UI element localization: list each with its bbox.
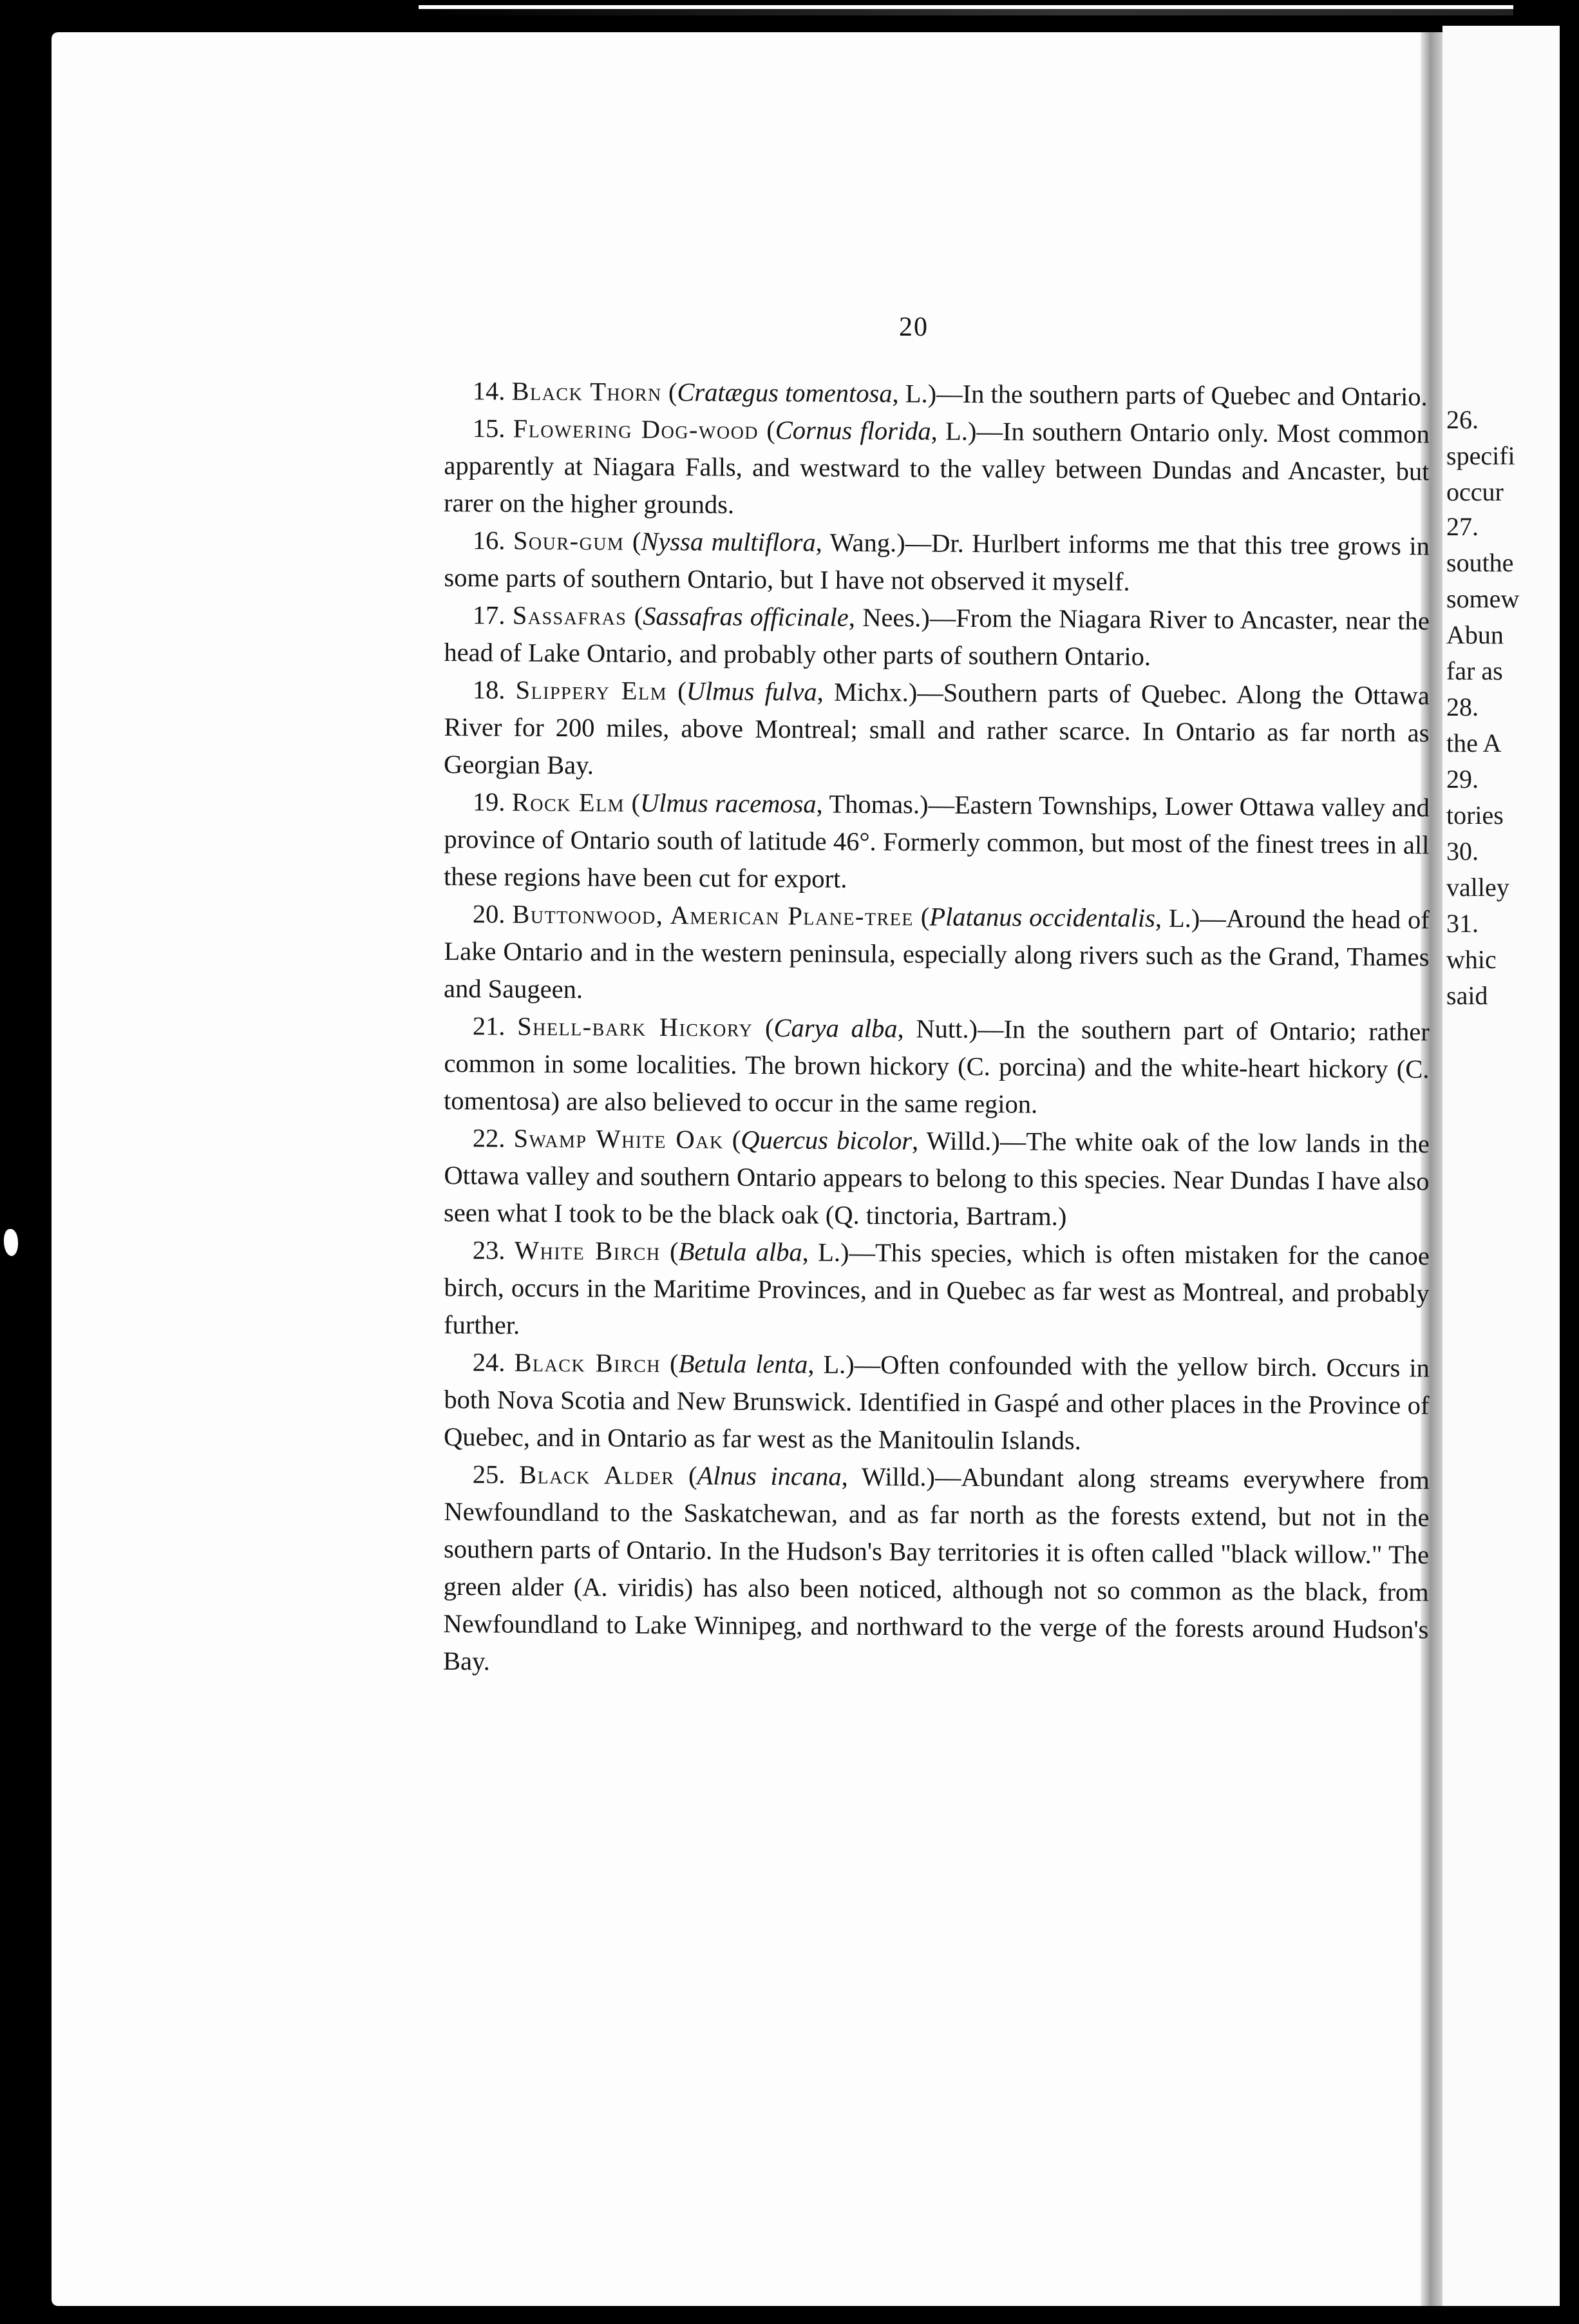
scan-top-edge bbox=[419, 5, 1513, 15]
tree-common-name: Buttonwood, American Plane-tree bbox=[512, 899, 914, 931]
entry-description: —This species, which is often mistaken for the canoe birch, occurs in the Maritime Provinces, and in Quebec as far west as Montreal, and probably further. bbox=[443, 1237, 1430, 1340]
facing-page-fragment: 30. bbox=[1446, 837, 1479, 866]
tree-entry-14 bbox=[444, 372, 1430, 415]
entry-number: 22. bbox=[472, 1123, 506, 1153]
entry-description: —Dr. Hurlbert informs me that this tree grows in some parts of southern Ontario, but I have not observed it myself. bbox=[444, 528, 1430, 596]
botanical-authority: , L.) bbox=[931, 416, 977, 446]
botanical-name: Betula lenta bbox=[678, 1349, 808, 1379]
tree-common-name: Slippery Elm bbox=[515, 675, 668, 706]
tree-common-name: White Birch bbox=[514, 1235, 661, 1266]
entry-number: 14. bbox=[472, 376, 506, 406]
botanical-name: Nyssa multiflora bbox=[641, 526, 816, 557]
tree-entry-19 bbox=[444, 783, 1430, 901]
facing-page-fragment: whic bbox=[1446, 945, 1497, 974]
botanical-authority: , L.) bbox=[808, 1349, 855, 1379]
tree-entry-22 bbox=[444, 1119, 1430, 1237]
facing-page-fragment: far as bbox=[1446, 656, 1503, 685]
facing-page-fragment: 27. bbox=[1446, 512, 1479, 541]
tree-common-name: Sassafras bbox=[512, 600, 627, 631]
botanical-name: Quercus bicolor bbox=[741, 1125, 912, 1156]
tree-entry-18 bbox=[444, 671, 1430, 789]
paren-open: ( bbox=[634, 601, 643, 631]
tree-entry-15 bbox=[444, 410, 1430, 528]
botanical-authority: , Willd.) bbox=[841, 1462, 936, 1492]
facing-page-fragment: somew bbox=[1446, 584, 1520, 613]
facing-page-fragment: valley bbox=[1446, 873, 1509, 902]
botanical-authority: , Nutt.) bbox=[897, 1014, 978, 1044]
facing-page-fragment: tories bbox=[1446, 801, 1504, 830]
botanical-name: Cratægus tomentosa bbox=[677, 377, 893, 408]
botanical-name: Sassafras officinale bbox=[643, 601, 849, 632]
facing-page-fragment: Abun bbox=[1446, 620, 1504, 649]
tree-common-name: Swamp White Oak bbox=[513, 1123, 724, 1154]
tree-common-name: Sour-gum bbox=[513, 526, 625, 556]
entry-number: 19. bbox=[472, 787, 506, 817]
tree-entry-25 bbox=[443, 1456, 1430, 1686]
tree-common-name: Shell-bark Hickory bbox=[517, 1011, 753, 1042]
botanical-authority: , Nees.) bbox=[848, 602, 930, 633]
scan-margin-mark bbox=[4, 1229, 18, 1256]
paren-open: ( bbox=[669, 1237, 679, 1266]
entry-number: 23. bbox=[472, 1235, 506, 1265]
entry-description: —The white oak of the low lands in the Ottawa valley and southern Ontario appears to belong to this species. Near Dundas I have also seen what I took to be the black oak (Q. tinctoria, Bartram.) bbox=[443, 1127, 1430, 1231]
entry-description: —Southern parts of Quebec. Along the Ottawa River for 200 miles, above Montreal; small and rather scarce. In Ontario as far north as Georgian Bay. bbox=[443, 678, 1430, 780]
botanical-name: Cornus florida bbox=[775, 415, 931, 446]
paren-open: ( bbox=[764, 1013, 774, 1043]
botanical-name: Betula alba bbox=[678, 1237, 802, 1267]
botanical-authority: , Willd.) bbox=[911, 1126, 1000, 1156]
tree-common-name: Flowering Dog-wood bbox=[513, 414, 759, 444]
page-body bbox=[444, 372, 1430, 1680]
tree-entry-17 bbox=[444, 596, 1430, 677]
facing-page-fragment: 28. bbox=[1446, 692, 1479, 721]
paren-open: ( bbox=[732, 1125, 741, 1154]
paren-open: ( bbox=[669, 1349, 679, 1378]
botanical-name: Ulmus fulva bbox=[686, 676, 817, 707]
scan-right-border bbox=[1560, 26, 1579, 2306]
entry-number: 16. bbox=[472, 526, 506, 555]
entry-number: 18. bbox=[472, 675, 506, 705]
entry-description: —In southern Ontario only. Most common apparently at Niagara Falls, and westward to the valley between Dundas and Ancaster, but rarer on the higher grounds. bbox=[443, 417, 1430, 519]
tree-common-name: Rock Elm bbox=[511, 787, 625, 817]
entry-description: —In the southern part of Ontario; rather common in some localities. The brown hickory (C. porcina) and the white-heart hickory (C. tomentosa) are also believed to occur in the same region. bbox=[443, 1014, 1430, 1119]
entry-number: 15. bbox=[472, 414, 506, 443]
tree-entry-21 bbox=[444, 1007, 1430, 1125]
entry-number: 24. bbox=[472, 1348, 506, 1377]
entry-number: 21. bbox=[472, 1011, 506, 1041]
paren-open: ( bbox=[631, 788, 641, 817]
paren-open: ( bbox=[766, 415, 776, 445]
paren-open: ( bbox=[632, 526, 641, 556]
entry-number: 20. bbox=[472, 899, 506, 929]
paren-open: ( bbox=[668, 377, 677, 407]
entry-description: —In the southern parts of Quebec and Ontario. bbox=[936, 379, 1428, 412]
botanical-authority: , L.) bbox=[802, 1237, 849, 1267]
botanical-authority: , L.) bbox=[892, 379, 937, 408]
entry-description: —Often confounded with the yellow birch. Occurs in both Nova Scotia and New Brunswick. Identified in Gaspé and other places in the Province of Quebec, and in Ontario as far west as the Manitoulin Islands. bbox=[443, 1349, 1430, 1456]
tree-entry-24 bbox=[444, 1344, 1430, 1462]
botanical-name: Alnus incana bbox=[697, 1461, 842, 1491]
botanical-authority: , Wang.) bbox=[815, 528, 905, 558]
entry-description: —Eastern Townships, Lower Ottawa valley and province of Ontario south of latitude 46°. Formerly common, but most of the finest trees in all these regions have been cut for export. bbox=[443, 790, 1430, 893]
botanical-authority: , Michx.) bbox=[817, 677, 918, 707]
tree-entry-16 bbox=[444, 522, 1430, 602]
page-number: 20 bbox=[899, 312, 929, 342]
entry-description: —From the Niagara River to Ancaster, near the head of Lake Ontario, and probably other parts of southern Ontario. bbox=[444, 603, 1430, 671]
tree-common-name: Black Alder bbox=[518, 1460, 675, 1491]
facing-page-fragment: southe bbox=[1446, 548, 1514, 577]
entry-description: —Around the head of Lake Ontario and in the western peninsula, especially along rivers such as the Grand, Thames and Saugeen. bbox=[443, 904, 1430, 1004]
facing-page-fragment: said bbox=[1446, 981, 1488, 1010]
botanical-name: Carya alba bbox=[773, 1013, 898, 1043]
botanical-authority: , L.) bbox=[1155, 903, 1200, 933]
paren-open: ( bbox=[688, 1461, 697, 1491]
botanical-authority: , Thomas.) bbox=[816, 789, 929, 819]
entry-number: 17. bbox=[472, 600, 506, 630]
facing-page-fragment: 29. bbox=[1446, 765, 1479, 794]
facing-page-fragment: 31. bbox=[1446, 909, 1479, 938]
facing-page-fragment: the A bbox=[1446, 729, 1502, 757]
tree-entry-20 bbox=[444, 895, 1430, 1013]
paren-open: ( bbox=[677, 676, 686, 706]
facing-page-fragment: specifi bbox=[1446, 441, 1515, 470]
tree-common-name: Black Birch bbox=[514, 1348, 661, 1378]
botanical-name: Ulmus racemosa bbox=[639, 788, 817, 819]
facing-page-fragment: 26. bbox=[1446, 405, 1479, 434]
facing-page-fragment: occur bbox=[1446, 477, 1504, 506]
botanical-name: Platanus occidentalis bbox=[929, 902, 1156, 933]
entry-description: —Abundant along streams everywhere from Newfoundland to the Saskatchewan, and as far north as the forests extend, but not in the southern parts of Ontario. In the Hudson's Bay territories it is often called "black willow." The green alder (A. viridis) has also been noticed, although not so common as the black, from Newfoundland to Lake Winnipeg, and northward to the verge of the forests around Hudson's Bay. bbox=[442, 1462, 1430, 1676]
paren-open: ( bbox=[920, 902, 930, 931]
facing-page-edge bbox=[1442, 26, 1579, 2306]
tree-common-name: Black Thorn bbox=[511, 376, 662, 407]
tree-entry-23 bbox=[444, 1232, 1430, 1349]
entry-number: 25. bbox=[472, 1460, 506, 1489]
